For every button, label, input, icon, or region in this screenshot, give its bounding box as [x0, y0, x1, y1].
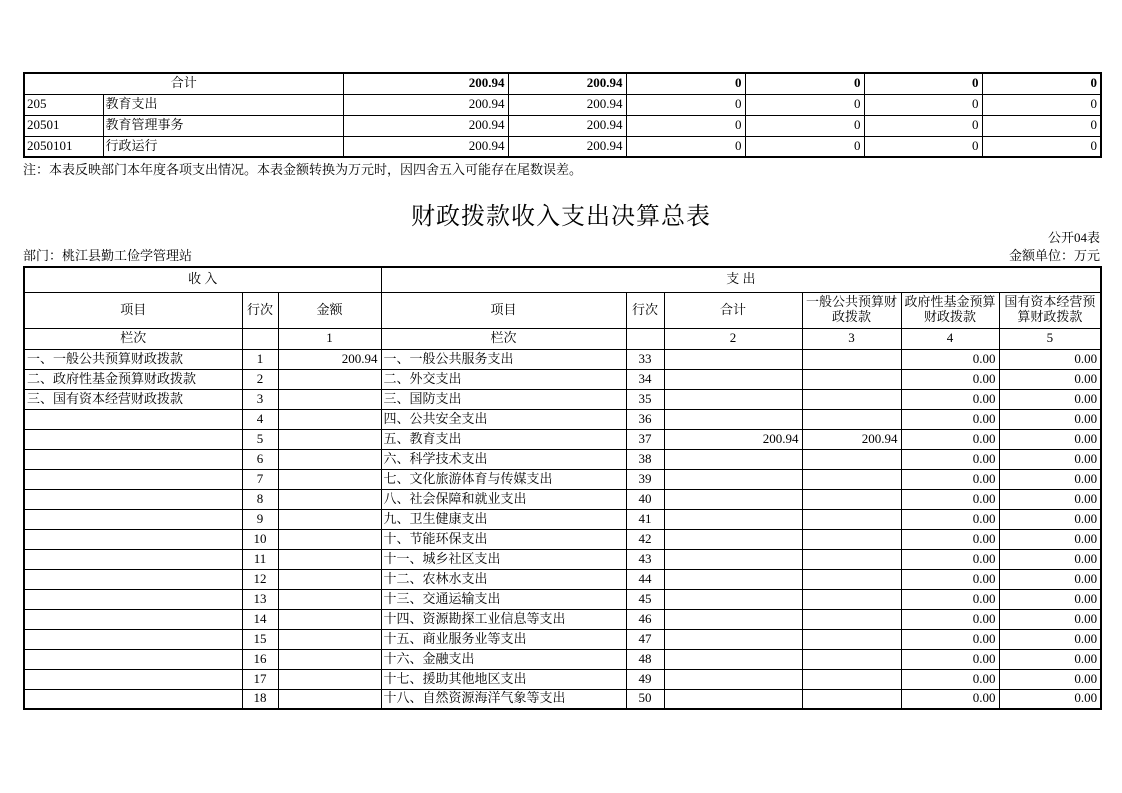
- cell-value: 0: [982, 94, 1101, 115]
- income-amount: [278, 409, 381, 429]
- expense-total: [664, 629, 802, 649]
- expense-total: [664, 449, 802, 469]
- cell-value: 0: [864, 136, 982, 157]
- subject-code: 205: [24, 94, 103, 115]
- column-index-row: [24, 328, 1101, 349]
- page-title: 财政拨款收入支出决算总表: [411, 204, 711, 230]
- income-line-no: 13: [242, 589, 278, 609]
- table-row: [24, 509, 1101, 529]
- table-row: [24, 449, 1101, 469]
- expense-state-capital: 0.00: [999, 389, 1101, 409]
- income-item: 二、政府性基金预算财政拨款: [24, 369, 242, 389]
- income-line-no: 14: [242, 609, 278, 629]
- income-section-header: 收 入: [24, 267, 381, 292]
- expense-item: 十六、金融支出: [381, 649, 626, 669]
- expense-gov-fund: 0.00: [901, 429, 999, 449]
- table-row: [24, 649, 1101, 669]
- expense-general-budget: [802, 409, 901, 429]
- table-row: [24, 115, 1101, 136]
- income-item: [24, 449, 242, 469]
- expense-state-capital: 0.00: [999, 669, 1101, 689]
- table-row: [24, 549, 1101, 569]
- expense-line-no: 43: [626, 549, 664, 569]
- expense-gov-fund: 0.00: [901, 629, 999, 649]
- table-row: [24, 629, 1101, 649]
- income-item: [24, 569, 242, 589]
- expense-item: 十七、援助其他地区支出: [381, 669, 626, 689]
- expense-state-capital: 0.00: [999, 569, 1101, 589]
- footnote: 注：本表反映部门本年度各项支出情况。本表金额转换为万元时，因四舍五入可能存在尾数误差。: [23, 162, 583, 177]
- expense-state-capital: 0.00: [999, 449, 1101, 469]
- expense-general-budget: [802, 669, 901, 689]
- table-row: [24, 349, 1101, 369]
- expense-gov-fund: 0.00: [901, 569, 999, 589]
- expense-total-header: 合计: [664, 292, 802, 328]
- income-line-no: 2: [242, 369, 278, 389]
- expense-gov-fund: 0.00: [901, 369, 999, 389]
- expense-general-budget: [802, 649, 901, 669]
- cell-value: 0: [626, 94, 745, 115]
- expense-line-no: 37: [626, 429, 664, 449]
- expense-state-capital: 0.00: [999, 469, 1101, 489]
- col-index-2: 2: [664, 328, 802, 349]
- income-item: [24, 529, 242, 549]
- expense-general-budget: [802, 569, 901, 589]
- expense-item: 十三、交通运输支出: [381, 589, 626, 609]
- expense-general-budget: [802, 369, 901, 389]
- subject-code: 2050101: [24, 136, 103, 157]
- expense-state-capital: 0.00: [999, 529, 1101, 549]
- col-index-blank: [626, 328, 664, 349]
- expense-gov-fund: 0.00: [901, 649, 999, 669]
- total-value: 0: [982, 73, 1101, 94]
- table-row: [24, 589, 1101, 609]
- income-item: 三、国有资本经营财政拨款: [24, 389, 242, 409]
- income-line-no: 16: [242, 649, 278, 669]
- expense-state-capital: 0.00: [999, 649, 1101, 669]
- income-amount: 200.94: [278, 349, 381, 369]
- expense-item: 四、公共安全支出: [381, 409, 626, 429]
- table-row-total: [24, 73, 1101, 94]
- section-header-row: [24, 267, 1101, 292]
- expense-general-budget: [802, 449, 901, 469]
- income-amount: [278, 389, 381, 409]
- expense-state-capital: 0.00: [999, 689, 1101, 709]
- expense-general-budget: 200.94: [802, 429, 901, 449]
- table-row: [24, 94, 1101, 115]
- table-row: [24, 489, 1101, 509]
- expense-item: 十五、商业服务业等支出: [381, 629, 626, 649]
- subject-name: 教育支出: [103, 94, 343, 115]
- income-amount: [278, 469, 381, 489]
- unit-label: 金额单位：万元: [1008, 248, 1100, 263]
- subject-name: 行政运行: [103, 136, 343, 157]
- col-index-4: 4: [901, 328, 999, 349]
- expense-line-no: 39: [626, 469, 664, 489]
- income-amount: [278, 369, 381, 389]
- expense-gov-fund: 0.00: [901, 389, 999, 409]
- expense-item: 十二、农林水支出: [381, 569, 626, 589]
- income-line-no: 17: [242, 669, 278, 689]
- expense-state-capital: 0.00: [999, 609, 1101, 629]
- total-value: 0: [626, 73, 745, 94]
- expense-item: 十、节能环保支出: [381, 529, 626, 549]
- expense-general-budget: [802, 549, 901, 569]
- expense-item-header: 项目: [381, 292, 626, 328]
- expense-gov-fund: 0.00: [901, 609, 999, 629]
- income-line-no: 11: [242, 549, 278, 569]
- expense-total: [664, 689, 802, 709]
- income-amount: [278, 509, 381, 529]
- expense-general-budget: [802, 389, 901, 409]
- col-index-5: 5: [999, 328, 1101, 349]
- cell-value: 0: [626, 136, 745, 157]
- subject-name: 教育管理事务: [103, 115, 343, 136]
- income-amount: [278, 489, 381, 509]
- col-index-label: 栏次: [381, 328, 626, 349]
- income-item: [24, 429, 242, 449]
- income-item: [24, 549, 242, 569]
- expense-gov-fund: 0.00: [901, 489, 999, 509]
- income-amount: [278, 629, 381, 649]
- expense-line-no: 42: [626, 529, 664, 549]
- cell-value: 0: [745, 136, 864, 157]
- expense-general-budget: [802, 689, 901, 709]
- col-index-1: 1: [278, 328, 381, 349]
- income-amount: [278, 609, 381, 629]
- table-row: [24, 389, 1101, 409]
- gov-fund-header: 政府性基金预算财政拨款: [901, 292, 999, 328]
- expense-line-no: 50: [626, 689, 664, 709]
- col-index-3: 3: [802, 328, 901, 349]
- cell-value: 200.94: [343, 115, 508, 136]
- expense-gov-fund: 0.00: [901, 469, 999, 489]
- expense-item: 九、卫生健康支出: [381, 509, 626, 529]
- expense-line-no: 34: [626, 369, 664, 389]
- expense-total: [664, 509, 802, 529]
- income-item: [24, 489, 242, 509]
- expense-item: 一、一般公共服务支出: [381, 349, 626, 369]
- cell-value: 200.94: [343, 94, 508, 115]
- income-line-no: 3: [242, 389, 278, 409]
- subject-code: 20501: [24, 115, 103, 136]
- expenditure-summary-table: [23, 72, 1102, 158]
- expense-state-capital: 0.00: [999, 369, 1101, 389]
- expense-total: [664, 369, 802, 389]
- income-line-no: 10: [242, 529, 278, 549]
- income-line-header: 行次: [242, 292, 278, 328]
- expense-item: 六、科学技术支出: [381, 449, 626, 469]
- income-amount: [278, 569, 381, 589]
- total-value: 0: [864, 73, 982, 94]
- table-code-label: 公开04表: [1047, 230, 1100, 245]
- expense-section-header: 支 出: [381, 267, 1101, 292]
- meta-row: [23, 245, 1100, 264]
- table-row: [24, 409, 1101, 429]
- expense-line-no: 44: [626, 569, 664, 589]
- expense-total: [664, 469, 802, 489]
- expense-item: 七、文化旅游体育与传媒支出: [381, 469, 626, 489]
- expense-state-capital: 0.00: [999, 409, 1101, 429]
- expense-state-capital: 0.00: [999, 589, 1101, 609]
- income-amount: [278, 669, 381, 689]
- expense-total: [664, 609, 802, 629]
- expense-item: 十一、城乡社区支出: [381, 549, 626, 569]
- income-amount: [278, 449, 381, 469]
- column-header-row: [24, 292, 1101, 328]
- cell-value: 200.94: [508, 94, 626, 115]
- income-item: 一、一般公共预算财政拨款: [24, 349, 242, 369]
- cell-value: 0: [745, 115, 864, 136]
- expense-line-no: 49: [626, 669, 664, 689]
- income-item: [24, 649, 242, 669]
- expense-line-no: 41: [626, 509, 664, 529]
- expense-general-budget: [802, 609, 901, 629]
- income-amount: [278, 589, 381, 609]
- income-line-no: 4: [242, 409, 278, 429]
- expense-line-no: 36: [626, 409, 664, 429]
- expense-total: [664, 489, 802, 509]
- income-amount: [278, 689, 381, 709]
- expense-total: [664, 409, 802, 429]
- income-line-no: 12: [242, 569, 278, 589]
- income-line-no: 5: [242, 429, 278, 449]
- expense-line-no: 33: [626, 349, 664, 369]
- expense-general-budget: [802, 489, 901, 509]
- income-item: [24, 409, 242, 429]
- income-line-no: 7: [242, 469, 278, 489]
- expense-gov-fund: 0.00: [901, 689, 999, 709]
- expense-line-no: 48: [626, 649, 664, 669]
- cell-value: 200.94: [343, 136, 508, 157]
- col-index-label: 栏次: [24, 328, 242, 349]
- expense-total: 200.94: [664, 429, 802, 449]
- expense-state-capital: 0.00: [999, 349, 1101, 369]
- table-row: [24, 689, 1101, 709]
- expense-total: [664, 529, 802, 549]
- expense-item: 三、国防支出: [381, 389, 626, 409]
- total-value: 200.94: [508, 73, 626, 94]
- cell-value: 0: [982, 115, 1101, 136]
- cell-value: 0: [745, 94, 864, 115]
- income-item: [24, 669, 242, 689]
- income-item: [24, 609, 242, 629]
- table-row: [24, 669, 1101, 689]
- cell-value: 200.94: [508, 136, 626, 157]
- expense-line-no: 47: [626, 629, 664, 649]
- income-amount-header: 金额: [278, 292, 381, 328]
- income-item: [24, 469, 242, 489]
- expense-gov-fund: 0.00: [901, 509, 999, 529]
- table-row: [24, 529, 1101, 549]
- cell-value: 200.94: [508, 115, 626, 136]
- expense-general-budget: [802, 469, 901, 489]
- expense-general-budget: [802, 509, 901, 529]
- table-row: [24, 569, 1101, 589]
- income-amount: [278, 429, 381, 449]
- table-row: [24, 429, 1101, 449]
- income-line-no: 1: [242, 349, 278, 369]
- expense-total: [664, 569, 802, 589]
- table-row: [24, 609, 1101, 629]
- state-capital-header: 国有资本经营预算财政拨款: [999, 292, 1101, 328]
- fiscal-appropriation-table: [23, 266, 1102, 710]
- expense-gov-fund: 0.00: [901, 349, 999, 369]
- expense-gov-fund: 0.00: [901, 529, 999, 549]
- income-item: [24, 509, 242, 529]
- income-line-no: 9: [242, 509, 278, 529]
- expense-gov-fund: 0.00: [901, 549, 999, 569]
- expense-state-capital: 0.00: [999, 489, 1101, 509]
- expense-general-budget: [802, 629, 901, 649]
- expense-item: 十四、资源勘探工业信息等支出: [381, 609, 626, 629]
- expense-line-no: 35: [626, 389, 664, 409]
- total-value: 0: [745, 73, 864, 94]
- expense-line-no: 45: [626, 589, 664, 609]
- expense-total: [664, 649, 802, 669]
- expense-line-header: 行次: [626, 292, 664, 328]
- income-amount: [278, 529, 381, 549]
- expense-item: 二、外交支出: [381, 369, 626, 389]
- expense-total: [664, 669, 802, 689]
- cell-value: 0: [982, 136, 1101, 157]
- expense-state-capital: 0.00: [999, 629, 1101, 649]
- cell-value: 0: [864, 94, 982, 115]
- expense-gov-fund: 0.00: [901, 449, 999, 469]
- expense-gov-fund: 0.00: [901, 589, 999, 609]
- income-line-no: 6: [242, 449, 278, 469]
- col-index-blank: [242, 328, 278, 349]
- income-line-no: 15: [242, 629, 278, 649]
- expense-item: 五、教育支出: [381, 429, 626, 449]
- expense-total: [664, 389, 802, 409]
- total-value: 200.94: [343, 73, 508, 94]
- expense-total: [664, 549, 802, 569]
- expense-gov-fund: 0.00: [901, 669, 999, 689]
- expense-general-budget: [802, 589, 901, 609]
- expense-total: [664, 349, 802, 369]
- expense-item: 八、社会保障和就业支出: [381, 489, 626, 509]
- cell-value: 0: [864, 115, 982, 136]
- expense-state-capital: 0.00: [999, 549, 1101, 569]
- expense-state-capital: 0.00: [999, 429, 1101, 449]
- expense-general-budget: [802, 349, 901, 369]
- expense-total: [664, 589, 802, 609]
- expense-state-capital: 0.00: [999, 509, 1101, 529]
- expense-gov-fund: 0.00: [901, 409, 999, 429]
- table-row: [24, 136, 1101, 157]
- table-row: [24, 369, 1101, 389]
- income-amount: [278, 549, 381, 569]
- income-line-no: 18: [242, 689, 278, 709]
- income-amount: [278, 649, 381, 669]
- total-label: 合计: [24, 73, 343, 94]
- expense-general-budget: [802, 529, 901, 549]
- expense-line-no: 40: [626, 489, 664, 509]
- expense-line-no: 38: [626, 449, 664, 469]
- expense-item: 十八、自然资源海洋气象等支出: [381, 689, 626, 709]
- expense-line-no: 46: [626, 609, 664, 629]
- cell-value: 0: [626, 115, 745, 136]
- income-item-header: 项目: [24, 292, 242, 328]
- income-line-no: 8: [242, 489, 278, 509]
- income-item: [24, 589, 242, 609]
- department-label: 部门：桃江县勤工俭学管理站: [23, 248, 193, 263]
- table-row: [24, 469, 1101, 489]
- income-item: [24, 689, 242, 709]
- general-budget-header: 一般公共预算财政拨款: [802, 292, 901, 328]
- income-item: [24, 629, 242, 649]
